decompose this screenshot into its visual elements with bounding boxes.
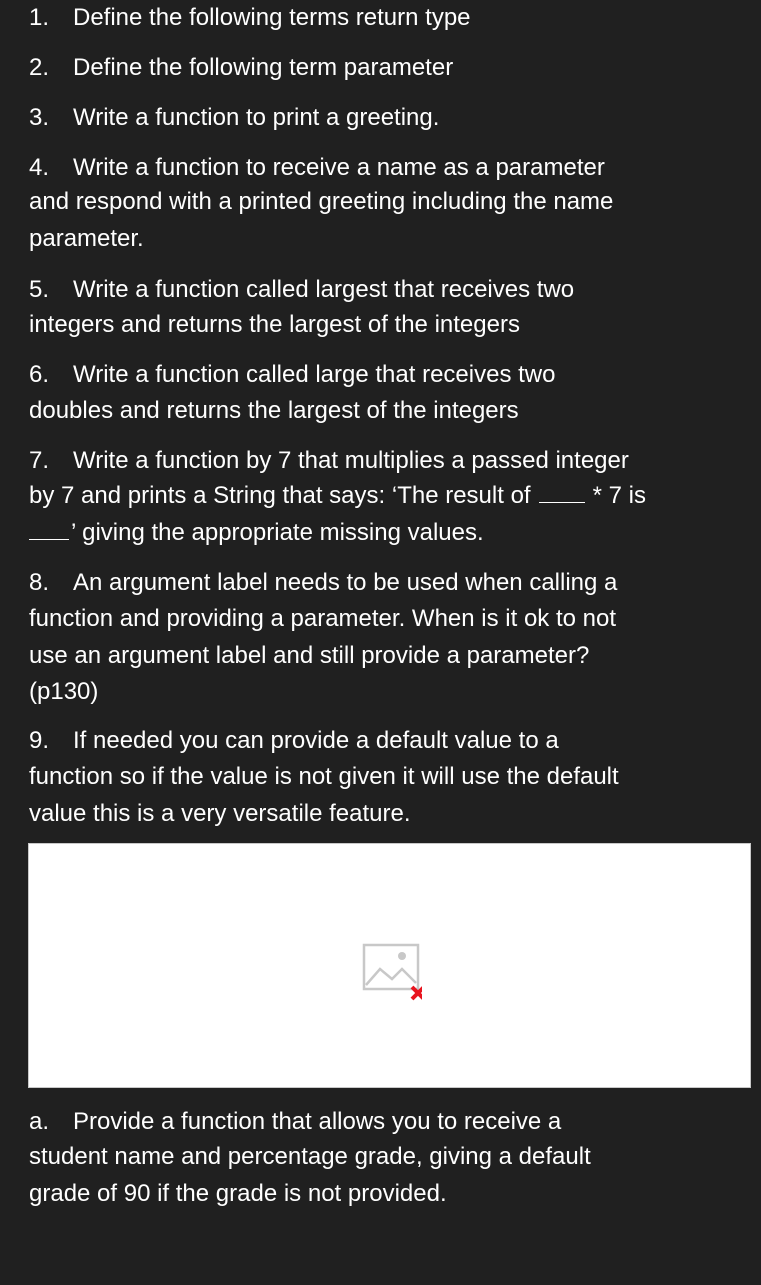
question-text-line: use an argument label and still provide a parameter? [29,642,590,669]
question-number: 5. [29,276,50,303]
question-5 [29,272,749,343]
question-7 [29,443,749,551]
question-a [29,1104,749,1212]
blank-line [539,482,585,503]
question-number: 1. [29,4,50,31]
question-number: a. [29,1108,50,1135]
question-number: 7. [29,447,50,474]
question-text-line: function so if the value is not given it will use the default [29,763,619,790]
question-6 [29,357,749,429]
question-text-line: If needed you can provide a default value to a [73,727,559,754]
question-number: 9. [29,727,50,754]
question-number: 6. [29,361,50,388]
question-text-line: (p130) [29,678,99,705]
question-3 [29,100,439,136]
question-number: 2. [29,54,50,81]
question-text-line: Write a function called large that receives two [73,361,556,388]
question-text-line: Write a function to receive a name as a parameter [73,154,605,181]
question-8 [29,565,749,710]
blank-line [29,519,69,540]
question-text-line: An argument label needs to be used when calling a [73,569,618,596]
broken-image-icon [362,943,422,1003]
question-text-line: integers and returns the largest of the integers [29,311,520,338]
question-text-line: function and providing a parameter. When is it ok to not [29,605,617,632]
question-text-line: Write a function called largest that receives two [73,276,575,303]
question-1 [29,0,471,36]
question-text-line: student name and percentage grade, giving a default [29,1143,591,1170]
question-text-line: * 7 is [592,482,646,509]
question-number: 8. [29,569,50,596]
question-number: 4. [29,154,50,181]
question-text-line: Provide a function that allows you to receive a [73,1108,562,1135]
question-2 [29,50,453,86]
question-text-line: parameter. [29,225,144,252]
question-4 [29,150,749,257]
question-text-line: and respond with a printed greeting including the name [29,188,614,215]
question-text-line: ’ giving the appropriate missing values. [71,519,484,546]
question-text-line: Write a function by 7 that multiplies a passed integer [73,447,629,474]
question-text: Define the following term parameter [73,54,454,81]
question-text-line: grade of 90 if the grade is not provided. [29,1180,447,1207]
question-9 [29,723,749,832]
question-text-line: doubles and returns the largest of the integers [29,397,519,424]
embedded-image-placeholder [28,843,751,1088]
question-text-line: value this is a very versatile feature. [29,800,411,827]
question-text: Write a function to print a greeting. [73,104,440,131]
question-number: 3. [29,104,50,131]
question-text-line: by 7 and prints a String that says: ‘The result of [29,482,531,509]
question-text: Define the following terms return type [73,4,471,31]
